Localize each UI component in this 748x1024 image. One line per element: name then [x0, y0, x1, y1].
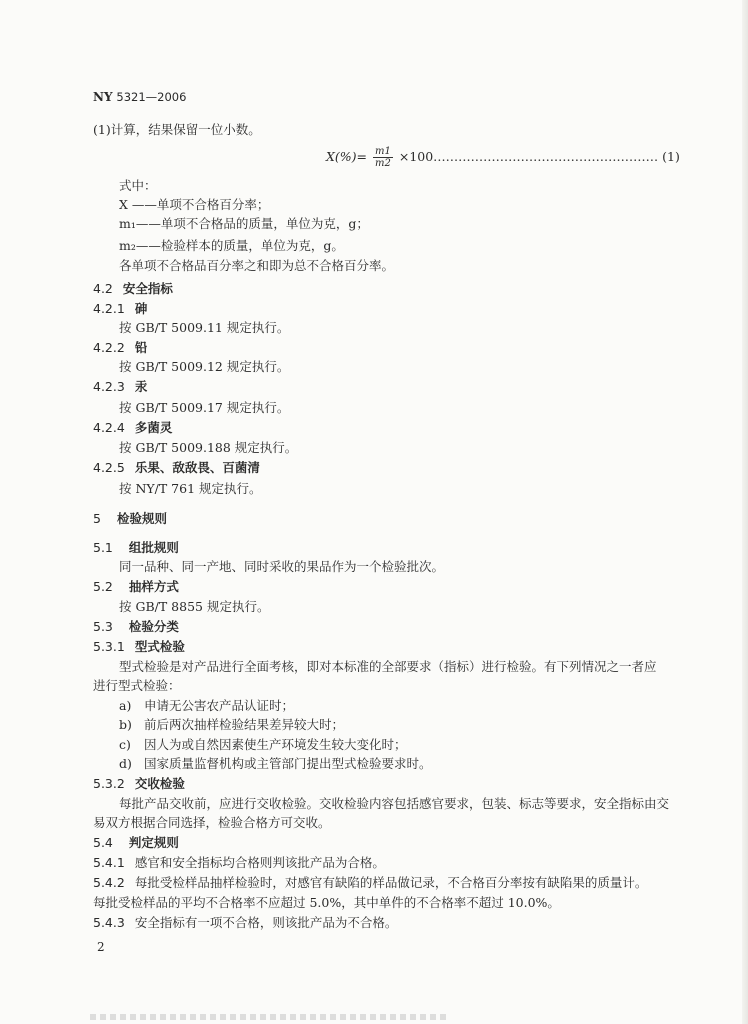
intro-text: (1)计算，结果保留一位小数。: [93, 122, 261, 137]
standard-prefix: NY: [93, 90, 113, 104]
where-item: m₁——单项不合格品的质量，单位为克，g；: [119, 216, 369, 231]
scan-edge-shadow: [742, 0, 748, 1024]
section-5-3-2-body-line2: 易双方根据合同选择，检验合格方可交收。: [93, 815, 331, 830]
section-4-2-2: 4.2.2 铅: [93, 340, 148, 355]
section-5-1: 5.1 组批规则: [93, 540, 179, 555]
section-4-2-4-body: 按 GB/T 5009.188 规定执行。: [119, 440, 298, 455]
section-4-2-1-body: 按 GB/T 5009.11 规定执行。: [119, 320, 290, 335]
section-5-3-2: 5.3.2 交收检验: [93, 776, 185, 791]
section-4-2-2-body: 按 GB/T 5009.12 规定执行。: [119, 359, 290, 374]
section-4-2: 4.2 安全指标: [93, 281, 173, 296]
section-5-2: 5.2 抽样方式: [93, 579, 179, 594]
list-item: b) 前后两次抽样检验结果差异较大时；: [119, 717, 345, 732]
section-4-2-1: 4.2.1 砷: [93, 301, 148, 316]
standard-header: [93, 89, 186, 105]
section-5-1-body: 同一品种、同一产地、同时采收的果品作为一个检验批次。: [119, 559, 445, 574]
section-5-4-2-body-line2: 每批受检样品的平均不合格率不应超过 5.0%，其中单件的不合格率不超过 10.0%。: [93, 895, 560, 910]
formula-fraction: [373, 146, 393, 169]
formula-denominator: m2: [375, 158, 391, 169]
list-item: c) 因人为或自然因素使生产环境发生较大变化时；: [119, 737, 407, 752]
section-4-2-3: 4.2.3 汞: [93, 379, 148, 394]
standard-number: 5321—2006: [116, 90, 187, 104]
section-4-2-5-body: 按 NY/T 761 规定执行。: [119, 481, 262, 496]
formula-numerator: m1: [375, 146, 391, 157]
list-item: a) 申请无公害农产品认证时；: [119, 698, 295, 713]
section-4-2-3-body: 按 GB/T 5009.17 规定执行。: [119, 400, 290, 415]
chapter-5: 5 检验规则: [93, 511, 167, 526]
section-5-3: 5.3 检验分类: [93, 619, 179, 634]
where-item: m₂——检验样本的质量，单位为克，g。: [119, 238, 344, 253]
where-note: 各单项不合格品百分率之和即为总不合格百分率。: [119, 258, 395, 273]
section-5-2-body: 按 GB/T 8855 规定执行。: [119, 599, 270, 614]
formula-lhs: X(%)=: [326, 149, 368, 164]
section-4-2-4: 4.2.4 多菌灵: [93, 420, 173, 435]
where-label: 式中：: [119, 178, 157, 193]
formula-1: [326, 146, 680, 169]
list-item: d) 国家质量监督机构或主管部门提出型式检验要求时。: [119, 756, 432, 771]
formula-rhs: ×100……………………………………………… (1): [398, 149, 680, 164]
scan-bottom-artifact: [90, 1014, 450, 1020]
section-5-3-2-body-line1: 每批产品交收前，应进行交收检验。交收检验内容包括感官要求，包装、标志等要求，安全指标由交: [119, 796, 670, 811]
page-number: 2: [97, 940, 105, 954]
section-5-3-1: 5.3.1 型式检验: [93, 639, 185, 654]
section-4-2-5: 4.2.5 乐果、敌敌畏、百菌清: [93, 460, 260, 475]
section-5-4-1: 5.4.1 感官和安全指标均合格则判该批产品为合格。: [93, 855, 385, 870]
section-5-3-1-body-line1: 型式检验是对产品进行全面考核，即对本标准的全部要求（指标）进行检验。有下列情况之一者应: [119, 659, 657, 674]
section-5-3-1-body-line2: 进行型式检验：: [93, 678, 181, 693]
section-5-4-3: 5.4.3 安全指标有一项不合格，则该批产品为不合格。: [93, 915, 398, 930]
section-5-4-2: 5.4.2 每批受检样品抽样检验时，对感官有缺陷的样品做记录，不合格百分率按有缺陷果的质量计。: [93, 875, 648, 890]
where-item: X ——单项不合格百分率；: [119, 197, 270, 212]
section-5-4: 5.4 判定规则: [93, 835, 179, 850]
